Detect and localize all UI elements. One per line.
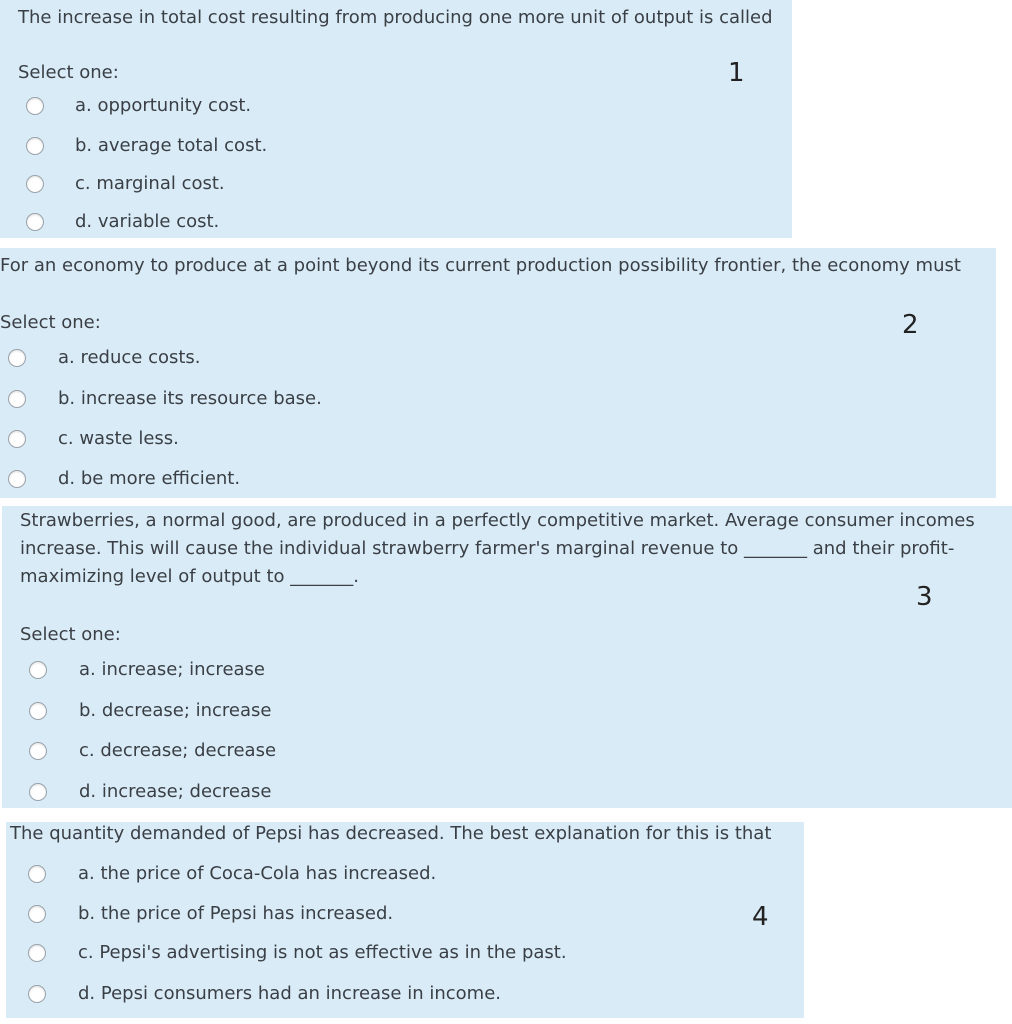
radio-button[interactable] [26, 137, 44, 155]
option-label: c. Pepsi's advertising is not as effective as in the past. [78, 942, 567, 963]
option-label: a. the price of Coca-Cola has increased. [78, 863, 437, 884]
radio-button[interactable] [26, 97, 44, 115]
radio-button[interactable] [8, 470, 26, 488]
question-4-text: The quantity demanded of Pepsi has decreased. The best explanation for this is that [10, 823, 772, 844]
question-4-number: 4 [752, 902, 769, 932]
question-3-number: 3 [916, 582, 933, 612]
question-2-text: For an economy to produce at a point beyond its current production possibility frontier, the economy must [0, 255, 961, 276]
question-1-number: 1 [728, 58, 745, 88]
option-label: c. decrease; decrease [79, 740, 277, 761]
radio-button[interactable] [8, 390, 26, 408]
radio-button[interactable] [29, 702, 47, 720]
question-2-panel [0, 248, 996, 498]
radio-button[interactable] [29, 661, 47, 679]
question-2-select-label: Select one: [0, 312, 101, 333]
radio-button[interactable] [28, 985, 46, 1003]
radio-button[interactable] [29, 742, 47, 760]
option-label: a. reduce costs. [58, 347, 201, 368]
radio-button[interactable] [8, 349, 26, 367]
option-label: a. opportunity cost. [75, 95, 252, 116]
option-label: d. variable cost. [75, 211, 220, 232]
question-3-line-1: Strawberries, a normal good, are produced in a perfectly competitive market. Average consumer incomes [20, 510, 975, 531]
question-3-select-label: Select one: [20, 624, 121, 645]
option-label: b. increase its resource base. [58, 388, 322, 409]
option-label: b. the price of Pepsi has increased. [78, 903, 394, 924]
option-label: d. Pepsi consumers had an increase in income. [78, 983, 502, 1004]
option-label: c. waste less. [58, 428, 179, 449]
radio-button[interactable] [29, 783, 47, 801]
question-1-panel [0, 0, 792, 238]
question-3-line-2: increase. This will cause the individual strawberry farmer's marginal revenue to _______ and their profit- [20, 538, 955, 559]
question-1-select-label: Select one: [18, 62, 119, 83]
option-label: b. decrease; increase [79, 700, 272, 721]
radio-button[interactable] [26, 175, 44, 193]
option-label: d. be more efficient. [58, 468, 241, 489]
option-label: d. increase; decrease [79, 781, 272, 802]
question-2-number: 2 [902, 310, 919, 340]
option-label: b. average total cost. [75, 135, 268, 156]
question-3-line-3: maximizing level of output to _______. [20, 566, 359, 587]
radio-button[interactable] [28, 905, 46, 923]
radio-button[interactable] [26, 213, 44, 231]
radio-button[interactable] [28, 944, 46, 962]
radio-button[interactable] [8, 430, 26, 448]
question-1-text: The increase in total cost resulting from producing one more unit of output is called [18, 7, 773, 28]
radio-button[interactable] [28, 865, 46, 883]
option-label: c. marginal cost. [75, 173, 225, 194]
option-label: a. increase; increase [79, 659, 265, 680]
